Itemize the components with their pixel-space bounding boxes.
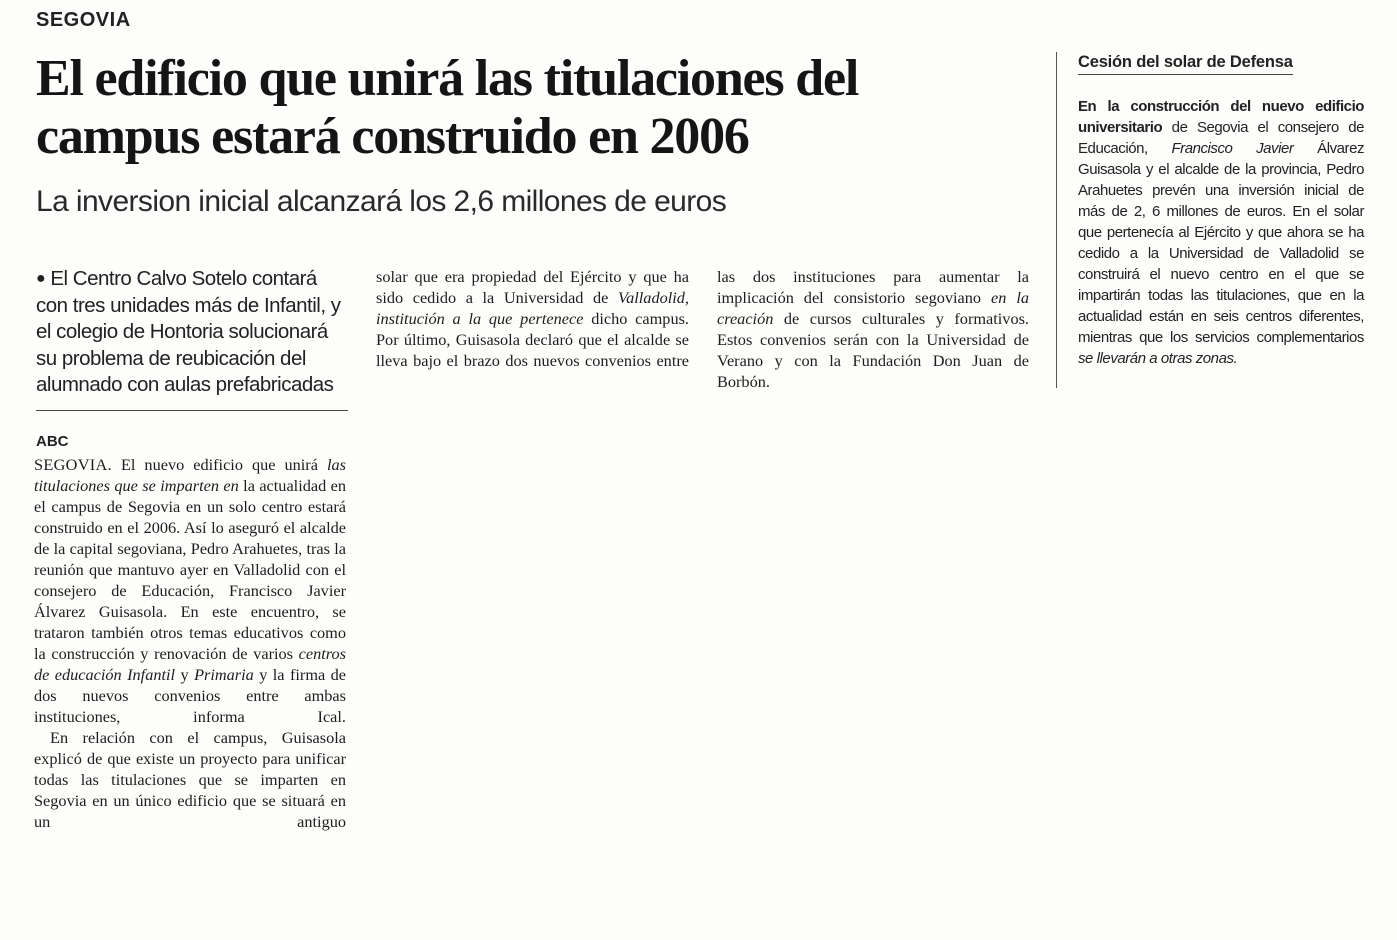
lead-text: El Centro Calvo Sotelo contará con tres unidades más de Infantil, y el colegio de Hontoria solucionará su problema de reubicación del alumnado con aulas prefabricadas bbox=[36, 267, 341, 396]
body-paragraph-2-end bbox=[717, 266, 1029, 392]
body-paragraph-1 bbox=[34, 454, 346, 727]
body-italic: Primaria bbox=[194, 665, 254, 684]
sidebar-text: Álvarez Guisasola y el alcalde de la provincia, Pedro Arahuetes prevén una inversión inicial de más de 2, 6 millones de euros. En el solar que pertenecía al Ejército y que ahora se ha cedido a la Universidad de Valladolid se construirá el nuevo centro en el que se impartirán todas las titulaciones, que en la actualidad están en seis centros diferentes, mientras que los servicios complementarios bbox=[1078, 140, 1365, 346]
lead-divider bbox=[36, 410, 348, 411]
dateline: SEGOVIA. bbox=[34, 455, 112, 474]
body-text: solar que era propiedad del Ejército y que ha sido cedido a la Universidad de bbox=[376, 267, 689, 307]
subheadline: La inversion inicial alcanzará los 2,6 millones de euros bbox=[36, 185, 727, 218]
body-text: dicho campus. Por último, Guisasola declaró que el alcalde se lleva bajo el brazo dos nuevos convenios entre bbox=[376, 309, 689, 370]
body-paragraph-2-cont bbox=[376, 266, 689, 371]
section-label: SEGOVIA bbox=[36, 9, 131, 31]
sidebar-italic: se llevarán a otras zonas. bbox=[1078, 350, 1238, 367]
sidebar-divider bbox=[1056, 52, 1057, 388]
lead-summary bbox=[36, 266, 348, 399]
body-italic: centros de educación Infantil bbox=[34, 644, 346, 684]
sidebar-title: Cesión del solar de Defensa bbox=[1078, 53, 1293, 75]
body-text: la actualidad en el campus de Segovia en un solo centro estará construido en el 2006. Así lo aseguró el alcalde de la capital segoviana, Pedro Arahuetes, tras la reunión que mantuvo ayer en Valladolid con el consejero de Educación, Francisco Javier Álvarez Guisasola. En este encuentro, se trataron también otros temas educativos como la construcción y renovación de varios bbox=[34, 476, 346, 663]
body-text: El nuevo edificio que unirá bbox=[111, 455, 327, 474]
body-column-1 bbox=[34, 454, 346, 832]
body-text: de cursos culturales y formativos. Estos convenios serán con la Universidad de Verano y con la Fundación Don Juan de Borbón. bbox=[717, 309, 1029, 391]
sidebar-paragraph bbox=[1078, 96, 1364, 369]
body-text: y bbox=[175, 665, 195, 684]
body-italic: Valladolid, institución a la que pertenece bbox=[376, 288, 689, 328]
sidebar-body bbox=[1078, 96, 1364, 369]
body-italic: en la creación bbox=[717, 288, 1029, 328]
body-column-2 bbox=[376, 266, 689, 371]
sidebar-text: de Segovia el consejero de Educación, bbox=[1078, 119, 1364, 157]
body-text: y la firma de dos nuevos convenios entre ambas instituciones, informa Ical. bbox=[34, 665, 346, 726]
sidebar-italic: Francisco Javier bbox=[1171, 140, 1294, 157]
sidebar-bold-lead: En la construcción del nuevo edificio universitario bbox=[1078, 98, 1364, 136]
body-text: las dos instituciones para aumentar la implicación del consistorio segoviano bbox=[717, 267, 1029, 307]
bullet-icon: ● bbox=[36, 270, 46, 287]
body-column-3 bbox=[717, 266, 1029, 392]
body-paragraph-2-start: En relación con el campus, Guisasola explicó de que existe un proyecto para unificar todas las titulaciones que se imparten en Segovia en un único edificio que se situará en un antiguo bbox=[34, 728, 346, 831]
body-italic: las titulaciones que se imparten en bbox=[34, 455, 346, 495]
headline: El edificio que unirá las titulaciones del campus estará construido en 2006 bbox=[36, 50, 859, 165]
byline: ABC bbox=[36, 433, 69, 450]
